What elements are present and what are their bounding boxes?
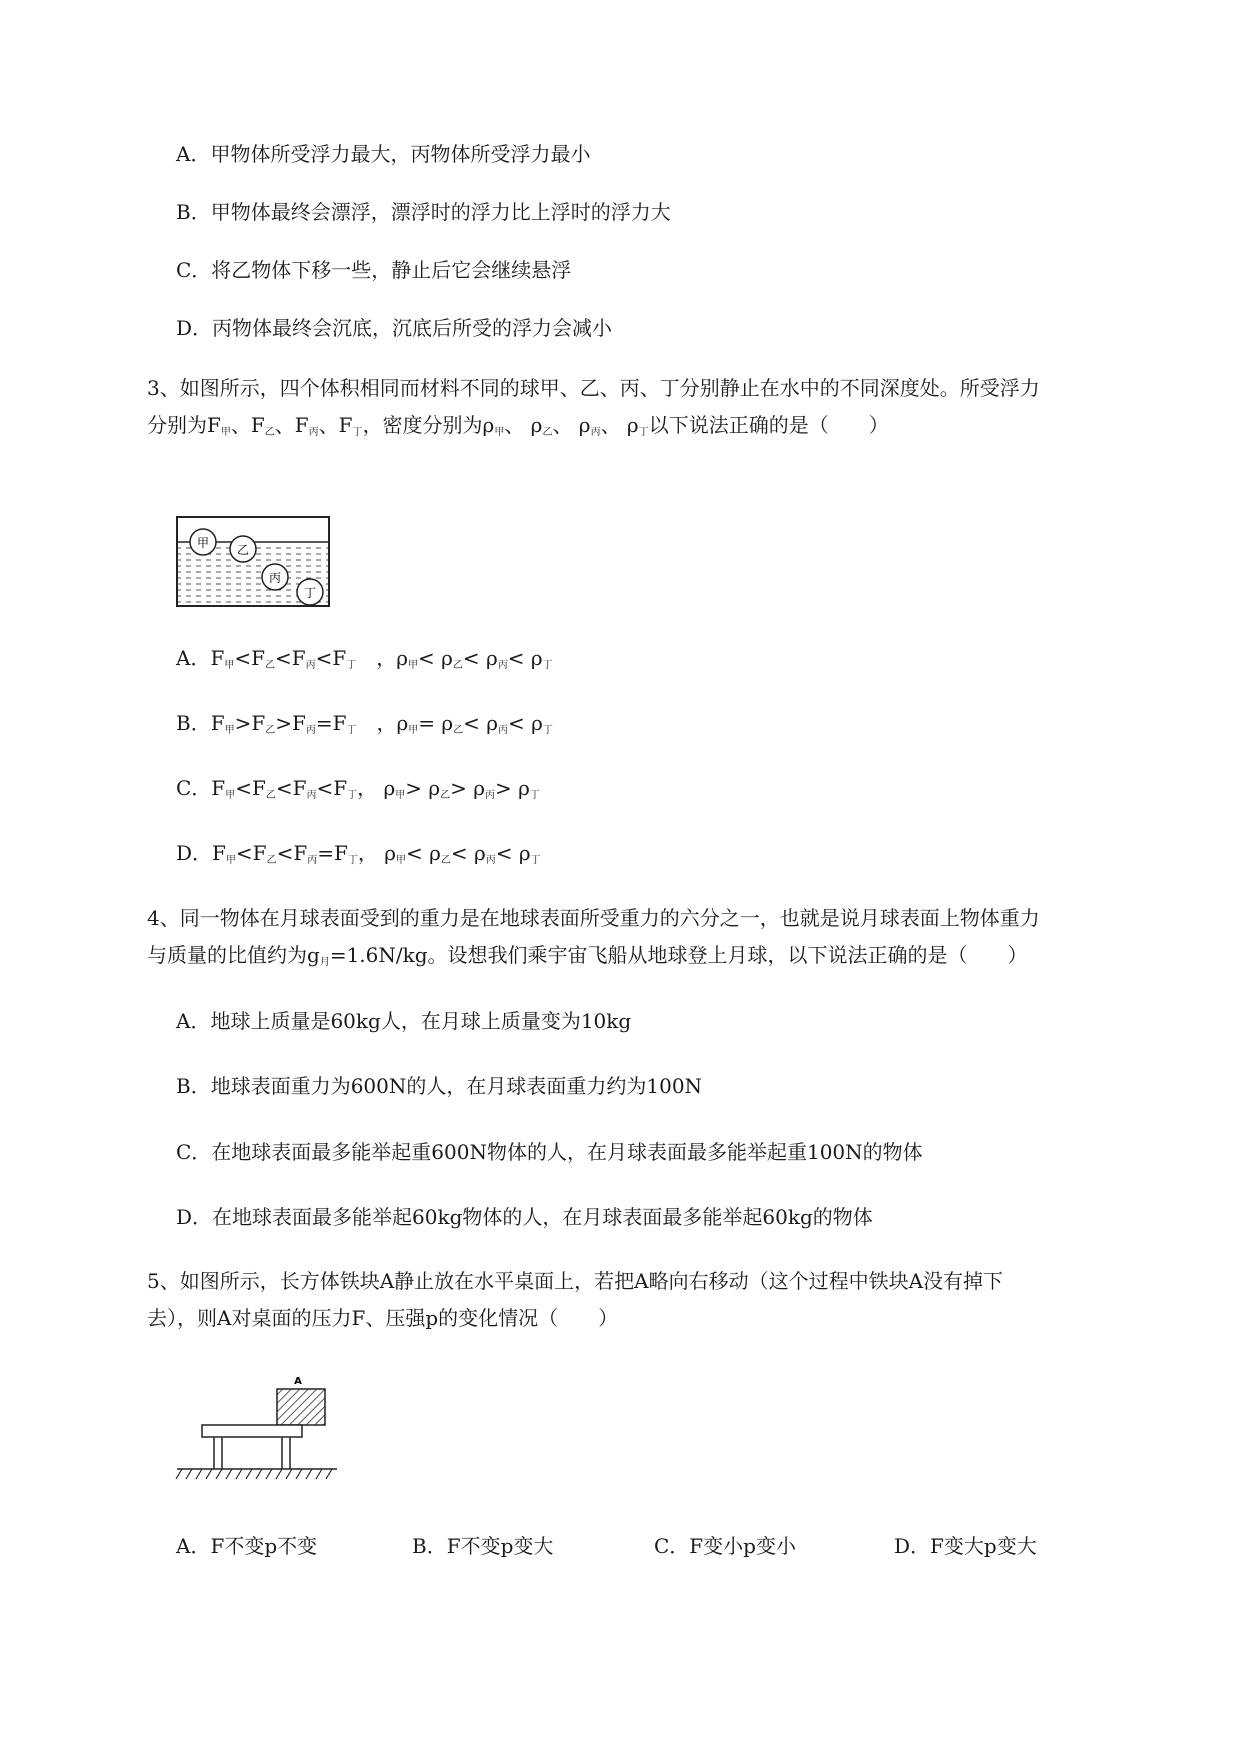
q5-option-d: D．F变大p变大: [894, 1534, 1037, 1558]
q5-option-b: B．F不变p变大: [412, 1534, 554, 1558]
q5-option-c: C．F变小p变小: [654, 1534, 796, 1558]
q5-stem-line2: 去），则A对桌面的压力F、压强p的变化情况（ ）: [147, 1306, 619, 1330]
ball-jia: [190, 529, 216, 555]
ball-label: 乙: [236, 543, 250, 557]
q4-stem-line2: 与质量的比值约为$g_月=1.6N/kg$。设想我们乘宇宙飞船从地球登上月球，以下说法正确的是（ ）: [147, 943, 1028, 968]
q3-stem-line2: 分别为$F_甲$、$F_乙$、$F_丙$、$F_丁$，密度分别为$\rho_甲$、 $\rho_乙$、 $\rho_丙$、 $\rho_丁$以下说法正确的是（ ）: [147, 413, 889, 438]
ball-yi: [230, 536, 256, 562]
q3-option-c: C．$F_甲<F_乙<F_丙<F_丁$， $\rho_甲> \rho_乙> \rho_丙> \rho_丁$: [176, 776, 540, 801]
water-balls-figure: [175, 515, 333, 610]
iron-block-a: [277, 1389, 325, 1425]
ball-ding: [297, 579, 323, 605]
block-label: A: [294, 1376, 302, 1387]
q2-option-b: B．甲物体最终会漂浮，漂浮时的浮力比上浮时的浮力大: [176, 200, 671, 224]
q3-option-b: B．$F_甲>F_乙>F_丙=F_丁$ ，$\rho_甲= \rho_乙< \rho_丙< \rho_丁$: [176, 711, 553, 736]
ball-label: 丙: [268, 571, 282, 585]
ground-hatching: [176, 1469, 332, 1479]
ball-label: 丁: [303, 586, 317, 600]
q5-stem-line1: 5、如图所示，长方体铁块A静止放在水平桌面上，若把A略向右移动（这个过程中铁块A没有掉下: [147, 1269, 1004, 1293]
q2-option-c: C．将乙物体下移一些，静止后它会继续悬浮: [176, 258, 572, 282]
q5-options-row: [0, 1532, 1241, 1562]
q3-stem-line1: 3、如图所示，四个体积相同而材料不同的球甲、乙、丙、丁分别静止在水中的不同深度处。所受浮力: [147, 376, 1040, 400]
ball-bing: [262, 564, 288, 590]
q4-option-a: A．地球上质量是60kg人，在月球上质量变为10kg: [176, 1009, 632, 1033]
table-top: [202, 1425, 302, 1437]
q4-option-d: D．在地球表面最多能举起60kg物体的人，在月球表面最多能举起60kg的物体: [176, 1205, 873, 1229]
q4-stem-line1: 4、同一物体在月球表面受到的重力是在地球表面所受重力的六分之一，也就是说月球表面上物体重力: [147, 906, 1040, 930]
q3-option-a: A．$F_甲<F_乙<F_丙<F_丁$ ，$\rho_甲< \rho_乙< \rho_丙< \rho_丁$: [176, 646, 553, 671]
q3-option-d: D．$F_甲<F_乙<F_丙=F_丁$， $\rho_甲< \rho_乙< \rho_丙< \rho_丁$: [176, 841, 541, 866]
ball-label: 甲: [196, 536, 210, 550]
q5-option-a: A．F不变p不变: [176, 1534, 318, 1558]
q2-option-d: D．丙物体最终会沉底，沉底后所受的浮力会减小: [176, 316, 613, 340]
table-block-figure: [172, 1372, 342, 1487]
q4-option-c: C．在地球表面最多能举起重600N物体的人，在月球表面最多能举起重100N的物体: [176, 1140, 923, 1164]
q2-option-a: A．甲物体所受浮力最大，丙物体所受浮力最小: [176, 142, 591, 166]
q4-option-b: B．地球表面重力为600N的人，在月球表面重力约为100N: [176, 1074, 703, 1098]
